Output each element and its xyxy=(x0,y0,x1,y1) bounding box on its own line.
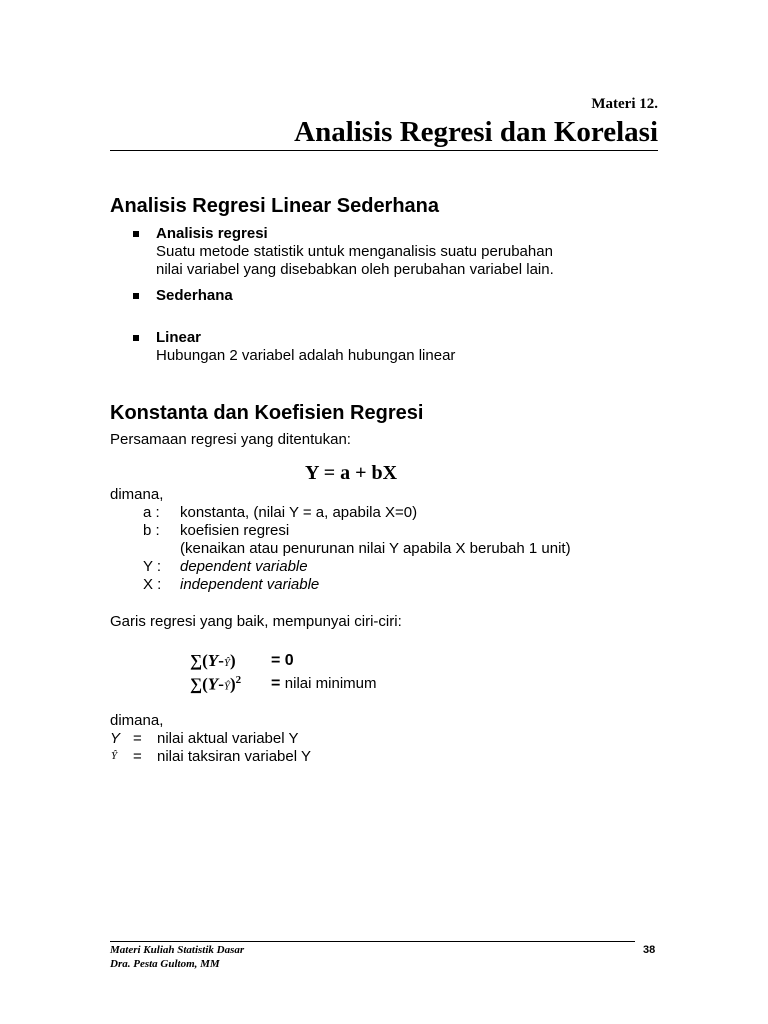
var-sym-yhat: Ŷ xyxy=(111,750,118,762)
page-number: 38 xyxy=(643,944,656,956)
intro-persamaan: Persamaan regresi yang ditentukan: xyxy=(110,431,351,448)
dimana-label-2: dimana, xyxy=(110,712,164,729)
var-sym-y: Y xyxy=(110,730,121,747)
def-text-x: independent variable xyxy=(180,576,320,593)
var-eq-y: = xyxy=(133,730,142,747)
def-sym-x: X : xyxy=(143,576,162,593)
sum-formula-2: ∑(Y-Ŷ)$^2$ xyxy=(190,674,242,694)
footer-author: Dra. Pesta Gultom, MM xyxy=(110,958,220,970)
header-divider xyxy=(110,150,658,151)
garis-regresi-text: Garis regresi yang baik, mempunyai ciri-ciri: xyxy=(110,613,402,630)
var-text-y: nilai aktual variabel Y xyxy=(157,730,299,747)
def-sym-y: Y : xyxy=(143,558,162,575)
var-eq-yhat: = xyxy=(133,748,142,765)
term-sederhana: Sederhana xyxy=(156,287,233,304)
bullet-icon xyxy=(133,231,139,237)
page-title: Analisis Regresi dan Korelasi xyxy=(294,116,658,148)
footer-divider xyxy=(110,941,635,942)
def-text-a: konstanta, (nilai Y = a, apabila X=0) xyxy=(180,504,418,521)
def-text-b-note: (kenaikan atau penurunan nilai Y apabila X berubah 1 unit) xyxy=(180,540,571,557)
materi-label: Materi 12. xyxy=(591,96,658,112)
def-sym-b: b : xyxy=(143,522,160,539)
sigma-icon: ∑ xyxy=(190,674,203,694)
sum-result-2: = nilai minimum xyxy=(271,675,377,692)
sigma-icon: ∑ xyxy=(190,651,203,670)
var-text-yhat: nilai taksiran variabel Y xyxy=(157,748,311,765)
section-heading-konstanta: Konstanta dan Koefisien Regresi xyxy=(110,402,424,424)
sum-formula-1: ∑(Y-Ŷ) xyxy=(190,651,236,670)
desc-analisis-regresi-1: Suatu metode statistik untuk menganalisis suatu perubahan xyxy=(156,243,553,260)
section-heading-regresi-linear: Analisis Regresi Linear Sederhana xyxy=(110,195,440,217)
bullet-icon xyxy=(133,335,139,341)
def-text-b: koefisien regresi xyxy=(180,522,290,539)
desc-analisis-regresi-2: nilai variabel yang disebabkan oleh perubahan variabel lain. xyxy=(156,261,554,278)
def-text-y: dependent variable xyxy=(180,558,308,575)
bullet-icon xyxy=(133,293,139,299)
term-linear: Linear xyxy=(156,329,202,346)
regression-equation: Y = a + bX xyxy=(305,462,398,484)
term-analisis-regresi: Analisis regresi xyxy=(156,225,268,242)
dimana-label: dimana, xyxy=(110,486,164,503)
footer-course: Materi Kuliah Statistik Dasar xyxy=(110,944,245,956)
sum-result-1: = 0 xyxy=(271,652,294,669)
def-sym-a: a : xyxy=(143,504,160,521)
desc-linear: Hubungan 2 variabel adalah hubungan linear xyxy=(156,347,456,364)
